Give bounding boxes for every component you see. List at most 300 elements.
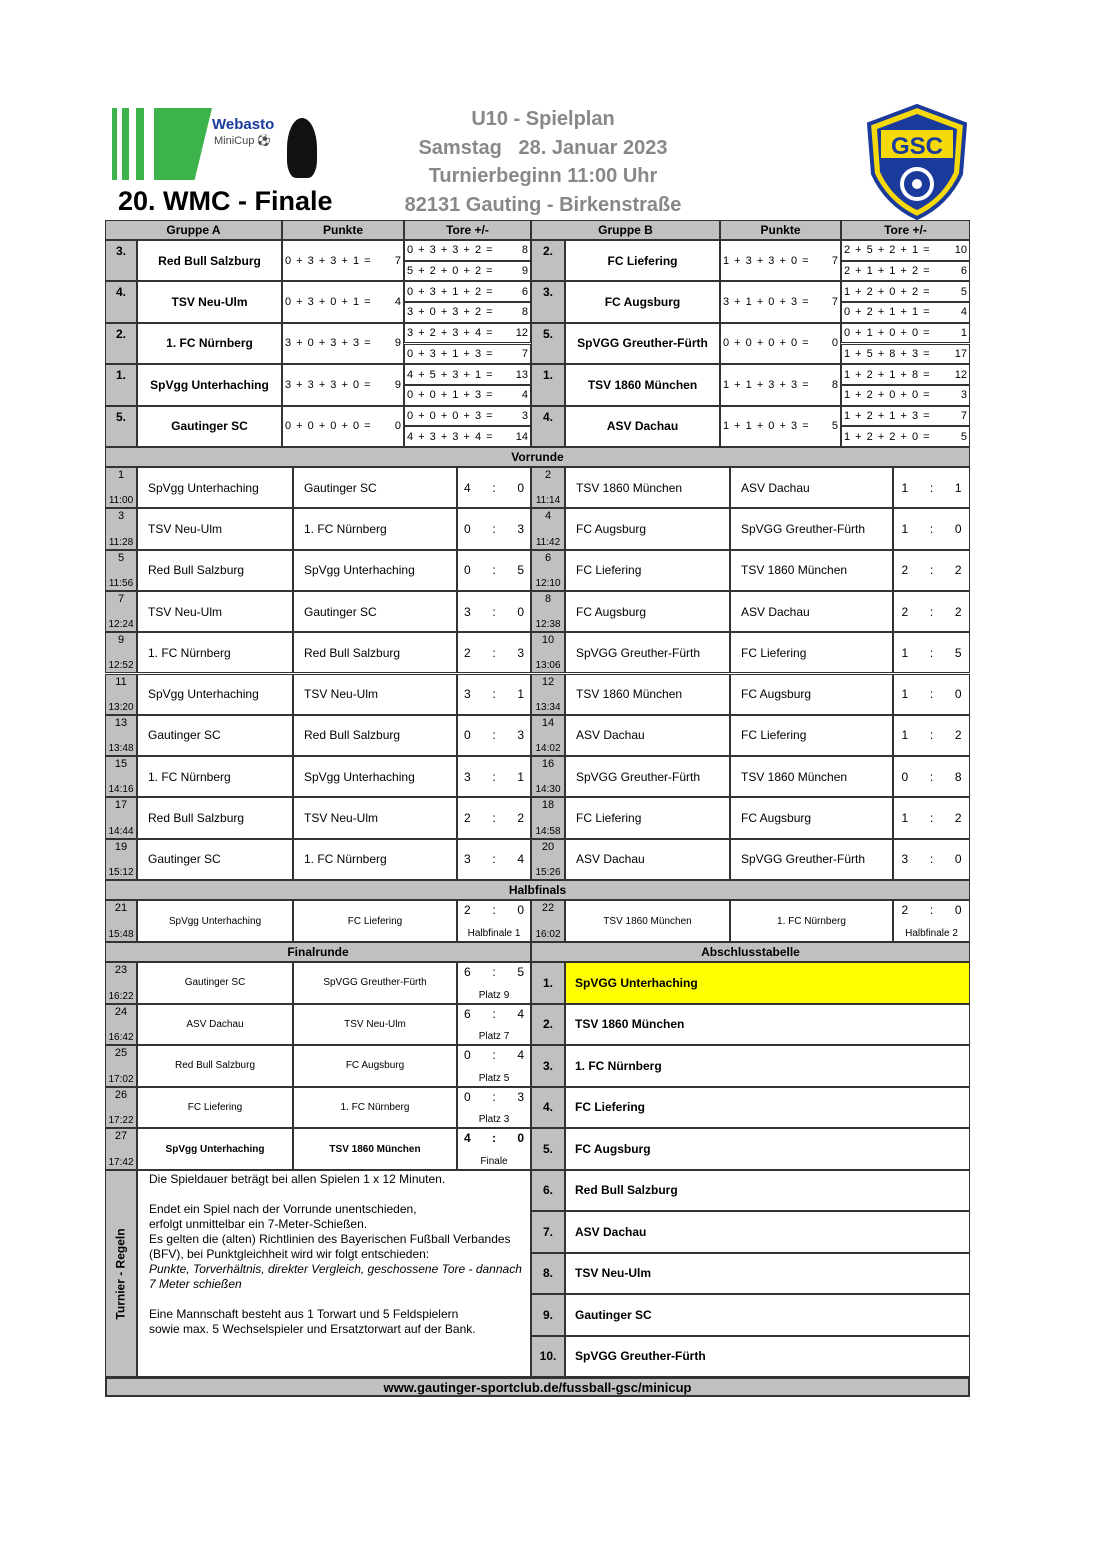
group-points (282, 240, 404, 281)
score-line (464, 811, 524, 825)
group-rank: 1. (105, 364, 137, 405)
match-number (105, 632, 137, 673)
match-time: 14:16 (108, 784, 134, 796)
score-separator: : (929, 811, 934, 826)
match-score (457, 900, 531, 942)
group-rank: 4. (105, 281, 137, 322)
match-number (105, 797, 137, 838)
home-goals: 1 (901, 645, 909, 660)
match-nr: 20 (541, 840, 555, 853)
home-goals: 1 (901, 687, 909, 702)
score-separator: : (492, 521, 496, 536)
group-points (720, 364, 841, 405)
away-goals: 2 (954, 811, 962, 826)
match-time: 12:24 (108, 619, 134, 631)
points-total: 0 (831, 337, 838, 350)
home-goals: 6 (464, 1006, 471, 1021)
score-line (902, 852, 962, 866)
score-line (464, 563, 524, 577)
score-separator: : (492, 903, 496, 917)
match-label: Platz 9 (478, 989, 510, 1001)
away-goals: 0 (517, 604, 524, 619)
match-nr: 22 (541, 902, 555, 914)
goals-total: 7 (521, 347, 528, 360)
match-score (457, 839, 531, 880)
match-time: 17:22 (108, 1115, 134, 1127)
match-nr: 7 (117, 592, 125, 605)
match-score (893, 591, 970, 632)
score-line (902, 481, 962, 495)
points-total: 8 (831, 378, 838, 391)
group-team: SpVgg Unterhaching (137, 364, 282, 405)
score-line (464, 1007, 524, 1021)
match-time: 13:34 (535, 701, 561, 713)
home-team: TSV 1860 München (565, 674, 730, 715)
final-team: FC Augsburg (565, 1128, 970, 1170)
goals-for (404, 364, 531, 385)
match-nr: 11 (115, 675, 127, 688)
group-rank: 4. (531, 406, 565, 447)
home-team: TSV 1860 München (565, 467, 730, 508)
points-expression: 0 + 3 + 0 + 1 = (285, 296, 372, 309)
match-nr: 9 (117, 634, 125, 647)
goals-expression: 1 + 2 + 1 + 3 = (844, 409, 931, 422)
match-score (457, 1004, 531, 1046)
match-nr: 12 (541, 675, 555, 688)
match-time: 16:02 (535, 929, 561, 940)
score-line (902, 811, 962, 825)
score-separator: : (929, 852, 934, 867)
final-rank: 6. (531, 1170, 565, 1212)
home-team: FC Liefering (565, 797, 730, 838)
score-line (464, 903, 524, 917)
final-team: SpVGG Greuther-Fürth (565, 1336, 970, 1378)
score-line (464, 481, 524, 495)
match-score (893, 632, 970, 673)
home-team: FC Augsburg (565, 591, 730, 632)
away-team: TSV Neu-Ulm (293, 674, 457, 715)
score-line (464, 728, 524, 742)
score-line (464, 852, 524, 866)
home-goals: 0 (464, 728, 471, 743)
match-number (531, 797, 565, 838)
home-goals: 0 (464, 563, 471, 578)
home-team: SpVgg Unterhaching (137, 1128, 293, 1170)
score-line (902, 563, 962, 577)
goals-expression: 0 + 2 + 1 + 1 = (844, 306, 931, 319)
group-rank: 3. (531, 281, 565, 322)
points-expression: 1 + 3 + 3 + 0 = (723, 254, 810, 267)
goals-expression: 3 + 0 + 3 + 2 = (407, 306, 494, 319)
gsc-crest-logo (867, 104, 967, 220)
points-total: 7 (831, 254, 838, 267)
goals-header: Tore +/- (841, 220, 970, 240)
match-label: Platz 3 (478, 1114, 510, 1126)
final-team: SpVGG Unterhaching (565, 962, 970, 1004)
score-line (464, 770, 524, 784)
group-team: FC Augsburg (565, 281, 720, 322)
goals-expression: 2 + 1 + 1 + 2 = (844, 265, 931, 278)
rules-line: 7 Meter schießen (149, 1277, 242, 1291)
home-goals: 4 (464, 1131, 471, 1146)
group-points (282, 364, 404, 405)
home-team: SpVGG Greuther-Fürth (565, 756, 730, 797)
final-rank: 9. (531, 1294, 565, 1336)
match-nr: 27 (114, 1130, 128, 1143)
group-points (720, 406, 841, 447)
points-expression: 0 + 3 + 3 + 1 = (285, 254, 372, 267)
rules-line: (BFV), bei Punktgleichheit wird wir folgt entschieden: (149, 1247, 430, 1261)
points-total: 0 (394, 420, 401, 433)
match-label: Halbfinale 2 (905, 928, 958, 939)
away-team: ASV Dachau (730, 467, 893, 508)
away-goals: 1 (517, 687, 524, 702)
match-score (457, 1128, 531, 1170)
match-nr: 6 (544, 551, 552, 564)
match-score (457, 1087, 531, 1129)
match-label: Platz 5 (478, 1072, 510, 1084)
home-goals: 2 (464, 811, 471, 826)
home-goals: 3 (464, 687, 471, 702)
goals-expression: 0 + 3 + 1 + 2 = (407, 285, 494, 298)
final-rank: 8. (531, 1253, 565, 1295)
match-nr: 16 (541, 758, 555, 771)
score-separator: : (492, 563, 496, 578)
home-team: SpVgg Unterhaching (137, 900, 293, 942)
group-team: SpVGG Greuther-Fürth (565, 323, 720, 364)
group-title: Gruppe A (105, 220, 282, 240)
home-goals: 1 (901, 521, 909, 536)
points-expression: 3 + 3 + 3 + 0 = (285, 378, 372, 391)
away-goals: 4 (517, 1048, 524, 1063)
match-time: 16:22 (108, 990, 134, 1002)
match-nr: 3 (117, 510, 125, 523)
match-score (457, 715, 531, 756)
home-goals: 1 (901, 728, 909, 743)
points-expression: 3 + 0 + 3 + 3 = (285, 337, 372, 350)
match-nr: 13 (114, 716, 128, 729)
goals-for (841, 364, 970, 385)
match-score (457, 467, 531, 508)
group-points (720, 240, 841, 281)
points-expression: 0 + 0 + 0 + 0 = (285, 420, 372, 433)
match-time: 15:48 (108, 929, 134, 940)
goals-total: 8 (521, 244, 528, 257)
points-expression: 1 + 1 + 0 + 3 = (723, 420, 810, 433)
home-goals: 2 (464, 903, 471, 917)
final-rank: 4. (531, 1087, 565, 1129)
match-number (531, 839, 565, 880)
group-team: FC Liefering (565, 240, 720, 281)
match-number (105, 839, 137, 880)
goals-for (841, 323, 970, 344)
away-team: TSV 1860 München (730, 550, 893, 591)
away-goals: 5 (517, 965, 524, 979)
rules-line: Die Spieldauer beträgt bei allen Spielen 1 x 12 Minuten. (149, 1172, 446, 1186)
score-separator: : (492, 811, 496, 826)
match-time: 13:06 (535, 660, 561, 672)
goals-against (841, 344, 970, 365)
goals-expression: 4 + 3 + 3 + 4 = (407, 430, 494, 443)
score-separator: : (929, 563, 934, 578)
group-points (282, 281, 404, 322)
match-score (893, 797, 970, 838)
score-separator: : (492, 1048, 496, 1063)
away-team: FC Augsburg (730, 674, 893, 715)
away-team: FC Liefering (730, 715, 893, 756)
goals-expression: 1 + 2 + 0 + 0 = (844, 389, 931, 402)
match-score (893, 756, 970, 797)
score-line (902, 728, 962, 742)
score-separator: : (492, 965, 496, 979)
match-nr: 4 (544, 510, 552, 523)
goals-for (841, 240, 970, 261)
goals-expression: 0 + 1 + 0 + 0 = (844, 327, 931, 340)
score-line (464, 1131, 524, 1145)
match-score (893, 467, 970, 508)
away-team: FC Liefering (730, 632, 893, 673)
match-number (531, 674, 565, 715)
goals-expression: 0 + 3 + 1 + 3 = (407, 347, 494, 360)
home-team: SpVGG Greuther-Fürth (565, 632, 730, 673)
final-rank: 1. (531, 962, 565, 1004)
rules-line: erfolgt unmittelbar ein 7-Meter-Schießen. (149, 1217, 368, 1231)
points-total: 5 (831, 420, 838, 433)
score-line (464, 646, 524, 660)
goals-against (841, 385, 970, 406)
home-goals: 2 (901, 563, 909, 578)
away-team: ASV Dachau (730, 591, 893, 632)
group-rank: 2. (531, 240, 565, 281)
goals-total: 5 (960, 430, 967, 443)
away-team: Red Bull Salzburg (293, 715, 457, 756)
away-team: SpVGG Greuther-Fürth (293, 962, 457, 1004)
home-goals: 2 (464, 645, 471, 660)
match-time: 11:42 (535, 536, 561, 548)
match-number (105, 1128, 137, 1170)
match-label: Finale (480, 1155, 508, 1167)
home-team: SpVgg Unterhaching (137, 467, 293, 508)
match-time: 14:58 (535, 825, 561, 837)
goals-total: 9 (521, 265, 528, 278)
match-nr: 17 (114, 799, 128, 812)
away-goals: 3 (517, 728, 524, 743)
goals-against (404, 426, 531, 447)
rules-line: Endet ein Spiel nach der Vorrunde unentschieden, (149, 1202, 417, 1216)
home-goals: 3 (464, 852, 471, 867)
event-title: 20. WMC - Finale (118, 186, 333, 216)
home-team: ASV Dachau (565, 715, 730, 756)
away-goals: 5 (517, 563, 524, 578)
match-score (893, 550, 970, 591)
final-team: 1. FC Nürnberg (565, 1045, 970, 1087)
match-nr: 25 (114, 1047, 128, 1060)
goals-for (841, 406, 970, 427)
goals-against (404, 385, 531, 406)
goals-expression: 0 + 0 + 1 + 3 = (407, 389, 494, 402)
match-number (105, 508, 137, 549)
away-goals: 3 (517, 1089, 524, 1104)
away-goals: 0 (517, 903, 524, 917)
points-expression: 3 + 1 + 0 + 3 = (723, 296, 810, 309)
goals-expression: 1 + 2 + 2 + 0 = (844, 430, 931, 443)
away-goals: 0 (517, 480, 524, 495)
home-goals: 3 (901, 852, 909, 867)
group-title: Gruppe B (531, 220, 720, 240)
abschlusstabelle-header: Abschlusstabelle (531, 942, 970, 962)
match-score (457, 756, 531, 797)
score-separator: : (492, 1006, 496, 1021)
match-time: 17:02 (108, 1073, 134, 1085)
group-points (282, 406, 404, 447)
group-rank: 2. (105, 323, 137, 364)
away-team: SpVGG Greuther-Fürth (730, 508, 893, 549)
goals-total: 8 (521, 306, 528, 319)
points-header: Punkte (282, 220, 404, 240)
rules-label-text: Turnier - Regeln (114, 1227, 128, 1320)
score-separator: : (492, 604, 496, 619)
rules-line: Punkte, Torverhältnis, direkter Vergleich, geschossene Tore - dannach (149, 1262, 522, 1276)
goals-total: 14 (515, 430, 528, 443)
match-time: 14:30 (535, 784, 561, 796)
home-team: Gautinger SC (137, 839, 293, 880)
match-number (105, 1045, 137, 1087)
score-separator: : (492, 769, 496, 784)
score-separator: : (492, 1131, 496, 1146)
home-goals: 0 (464, 521, 471, 536)
match-nr: 2 (544, 469, 552, 481)
rules-line: Eine Mannschaft besteht aus 1 Torwart und 5 Feldspielern (149, 1307, 459, 1321)
away-goals: 1 (954, 480, 962, 495)
header-line-4: 82131 Gauting - Birkenstraße (404, 194, 682, 216)
match-number (531, 591, 565, 632)
match-number (531, 632, 565, 673)
player-silhouette-icon (287, 118, 317, 178)
home-goals: 1 (901, 811, 909, 826)
score-separator: : (929, 645, 934, 660)
final-rank: 2. (531, 1004, 565, 1046)
goals-for (404, 406, 531, 427)
goals-expression: 2 + 5 + 2 + 1 = (844, 244, 931, 257)
score-line (902, 687, 962, 701)
match-nr: 24 (114, 1005, 128, 1018)
group-team: TSV 1860 München (565, 364, 720, 405)
group-points (720, 323, 841, 364)
points-expression: 1 + 1 + 3 + 3 = (723, 378, 810, 391)
match-time: 12:10 (535, 577, 561, 589)
home-goals: 4 (464, 480, 471, 495)
home-team: Red Bull Salzburg (137, 1045, 293, 1087)
score-separator: : (492, 687, 496, 702)
away-team: Gautinger SC (293, 467, 457, 508)
match-nr: 19 (114, 840, 128, 853)
score-line (902, 646, 962, 660)
goals-against (404, 344, 531, 365)
away-goals: 4 (517, 852, 524, 867)
score-line (902, 522, 962, 536)
away-team: Red Bull Salzburg (293, 632, 457, 673)
match-time: 11:00 (108, 495, 134, 507)
match-nr: 5 (117, 551, 125, 564)
goals-for (404, 323, 531, 344)
away-team: Gautinger SC (293, 591, 457, 632)
match-nr: 18 (541, 799, 555, 812)
match-time: 15:26 (535, 866, 561, 878)
away-goals: 0 (517, 1131, 524, 1146)
home-team: FC Augsburg (565, 508, 730, 549)
home-team: 1. FC Nürnberg (137, 756, 293, 797)
home-team: TSV 1860 München (565, 900, 730, 942)
home-team: Gautinger SC (137, 715, 293, 756)
group-points (720, 281, 841, 322)
match-nr: 23 (114, 964, 128, 976)
goals-against (404, 302, 531, 323)
score-line (902, 903, 962, 917)
rules-line: sowie max. 5 Wechselspieler und Ersatztorwart auf der Bank. (149, 1322, 476, 1336)
away-goals: 5 (954, 645, 962, 660)
match-score (893, 674, 970, 715)
goals-expression: 3 + 2 + 3 + 4 = (407, 327, 494, 340)
match-number (105, 1087, 137, 1129)
score-separator: : (929, 604, 934, 619)
score-line (464, 965, 524, 979)
score-line (464, 1090, 524, 1104)
footer-url: www.gautinger-sportclub.de/fussball-gsc/minicup (105, 1377, 970, 1397)
home-goals: 1 (901, 480, 909, 495)
header-line-3: Turnierbeginn 11:00 Uhr (428, 165, 658, 187)
score-line (902, 770, 962, 784)
match-number (105, 756, 137, 797)
away-team: 1. FC Nürnberg (293, 1087, 457, 1129)
match-time: 16:42 (108, 1032, 134, 1044)
home-team: FC Liefering (137, 1087, 293, 1129)
goals-total: 10 (954, 244, 967, 257)
match-nr: 1 (117, 469, 125, 481)
away-team: TSV 1860 München (293, 1128, 457, 1170)
home-goals: 3 (464, 769, 471, 784)
match-number (105, 674, 137, 715)
goals-total: 12 (954, 368, 967, 381)
goals-against (404, 261, 531, 282)
home-goals: 0 (464, 1048, 471, 1063)
home-team: Red Bull Salzburg (137, 550, 293, 591)
away-goals: 3 (517, 521, 524, 536)
group-rank: 3. (105, 240, 137, 281)
score-separator: : (929, 728, 934, 743)
match-nr: 21 (114, 902, 128, 914)
points-header: Punkte (720, 220, 841, 240)
match-score (893, 715, 970, 756)
final-team: FC Liefering (565, 1087, 970, 1129)
halbfinals-header: Halbfinals (105, 880, 970, 900)
goals-total: 4 (960, 306, 967, 319)
final-team: TSV Neu-Ulm (565, 1253, 970, 1295)
match-nr: 26 (114, 1088, 128, 1101)
match-time: 12:38 (535, 619, 561, 631)
home-team: ASV Dachau (565, 839, 730, 880)
home-goals: 0 (464, 1089, 471, 1104)
match-nr: 10 (541, 634, 555, 647)
goals-against (841, 302, 970, 323)
goals-total: 3 (960, 389, 967, 402)
group-team: ASV Dachau (565, 406, 720, 447)
score-separator: : (492, 852, 496, 867)
rules-text (137, 1170, 531, 1377)
home-team: TSV Neu-Ulm (137, 591, 293, 632)
match-time: 11:56 (108, 577, 134, 589)
final-team: Gautinger SC (565, 1294, 970, 1336)
match-score (457, 962, 531, 1004)
